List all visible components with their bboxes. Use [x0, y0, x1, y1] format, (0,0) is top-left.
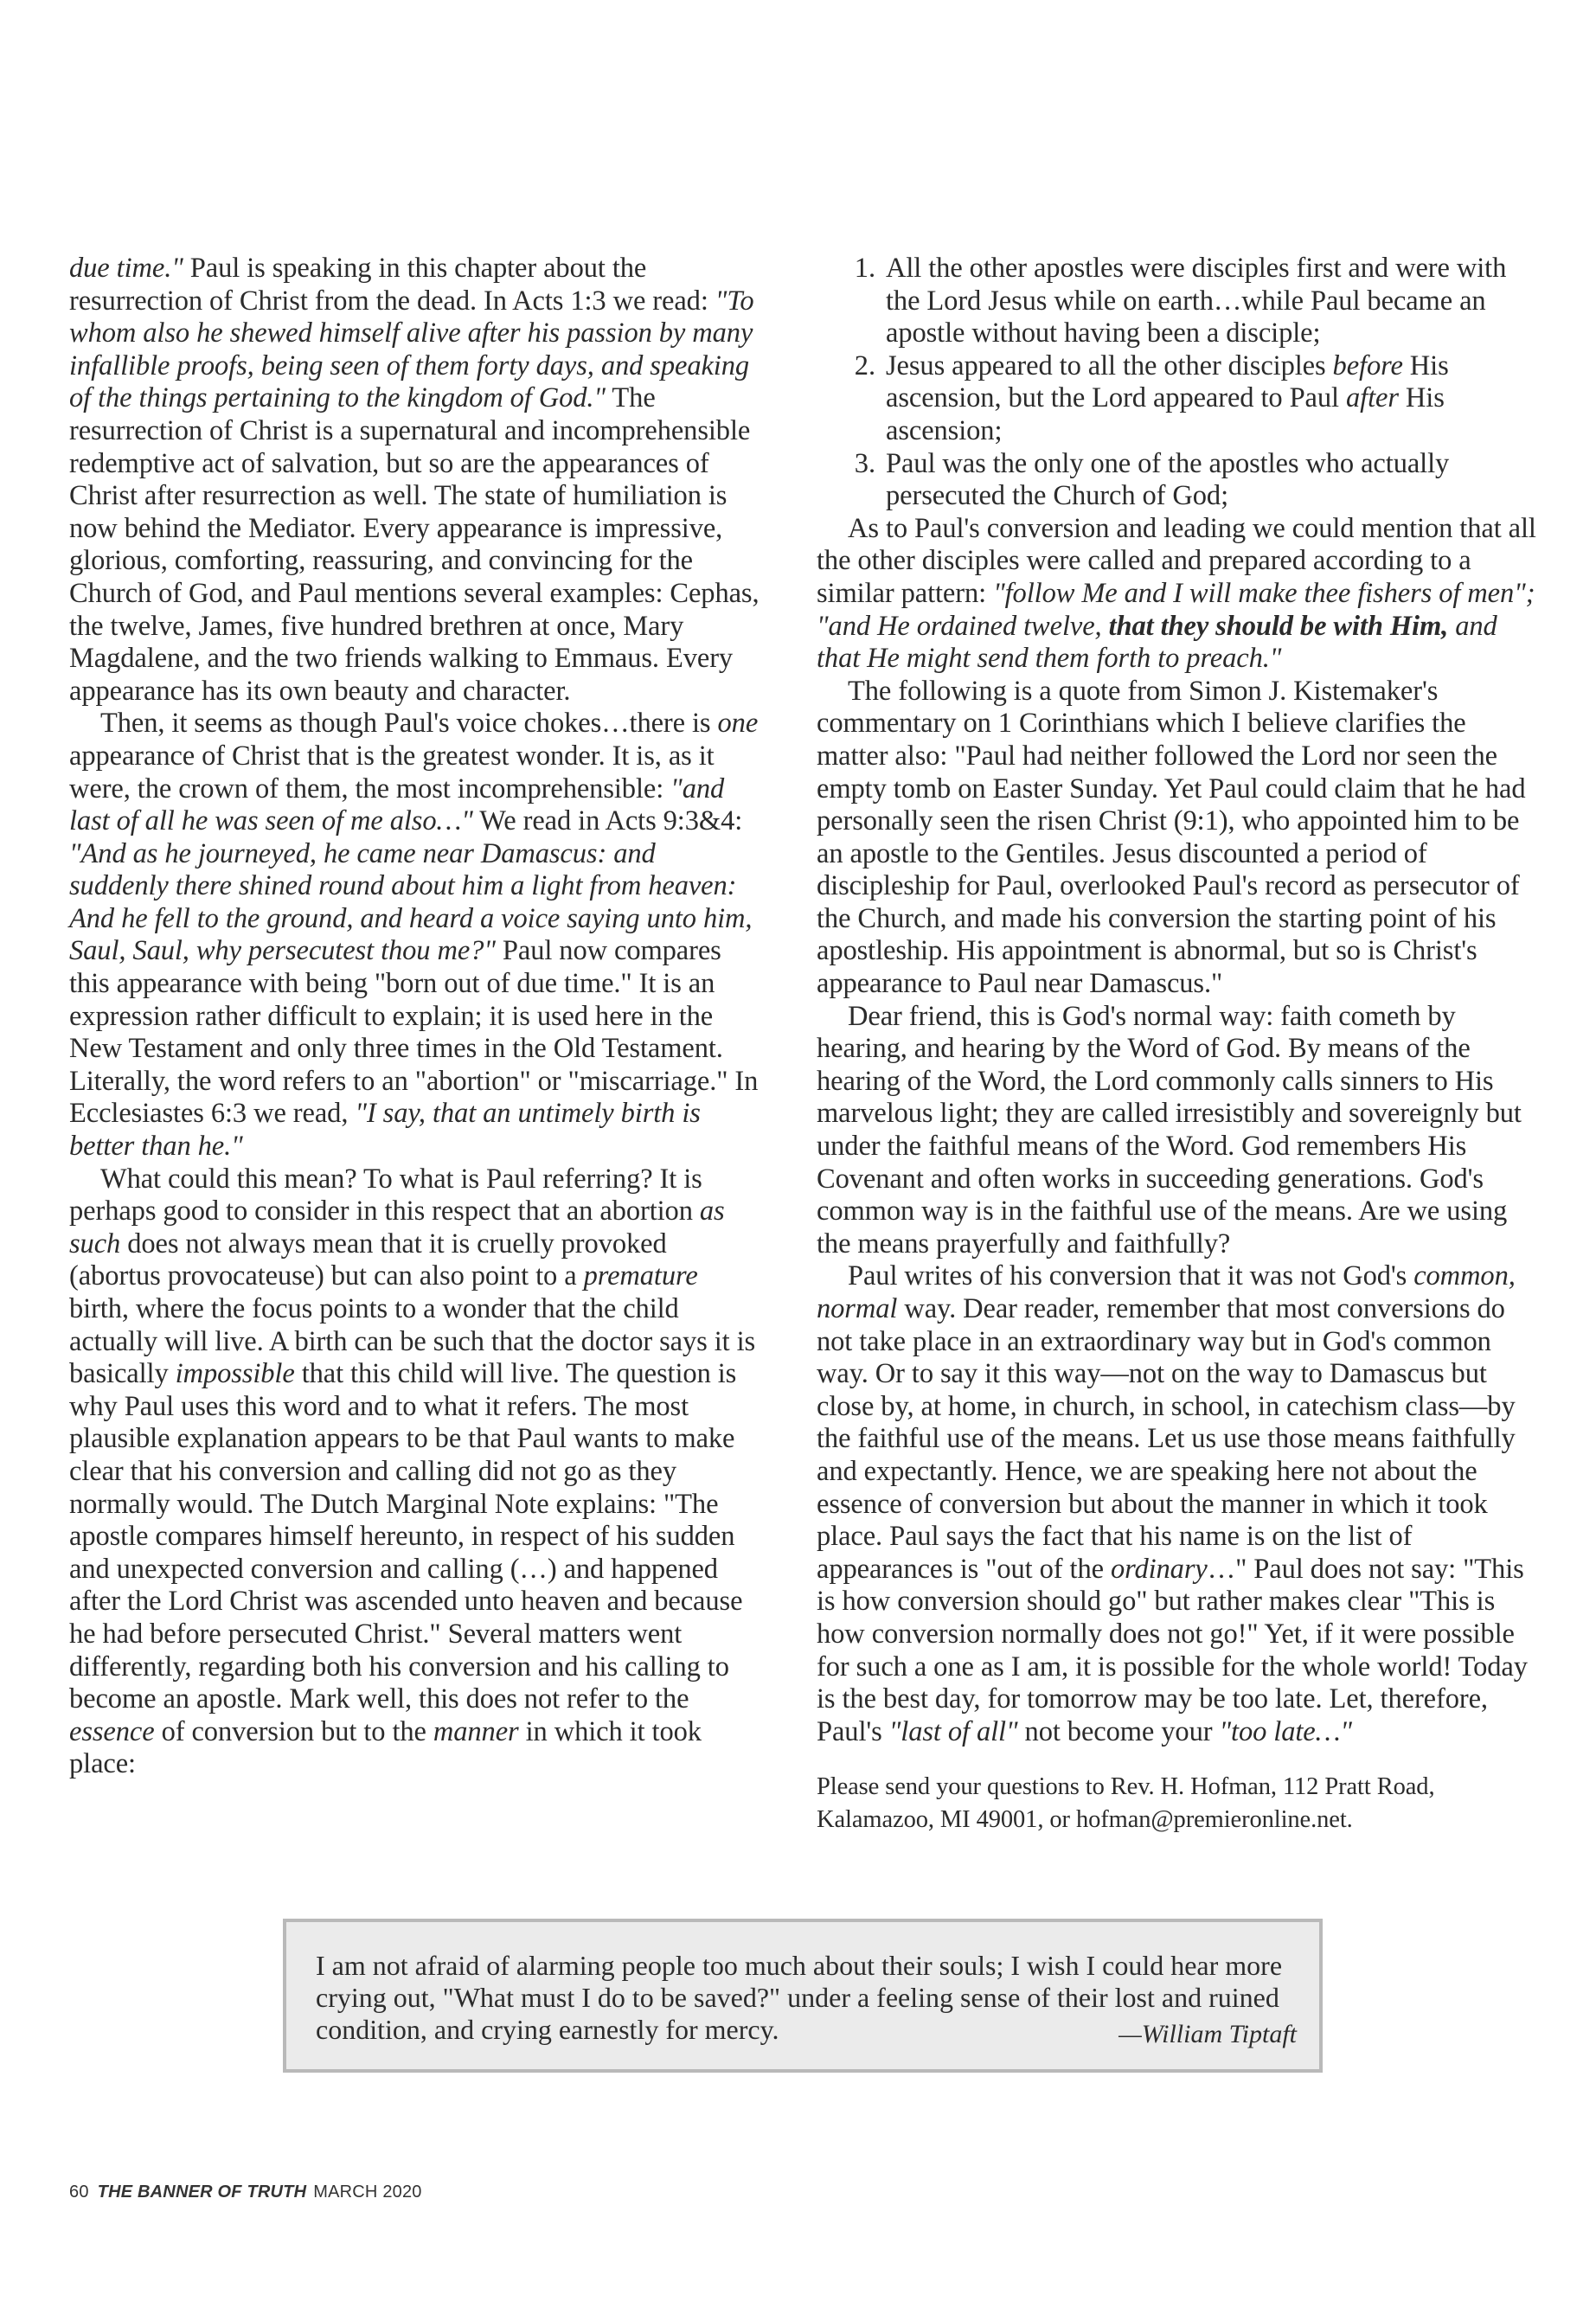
text-run: does not always mean that it is cruelly provoked (abortus provocateuse) but can also point to a	[69, 1227, 667, 1292]
text-run: one	[717, 708, 759, 740]
text-run: His ascension, but the Lord appeared to Paul	[886, 349, 1449, 414]
text-run: manner	[433, 1715, 519, 1747]
text-run: Paul writes of his conversion that it was not God's	[848, 1260, 1414, 1292]
left-paragraph	[69, 708, 761, 1163]
quote-attribution: —William Tiptaft	[1118, 2020, 1297, 2048]
contact-note: Please send your questions to Rev. H. Hofman, 112 Pratt Road, Kalamazoo, MI 49001, or hofman@premieronline.net.	[817, 1773, 1435, 1834]
page-footer	[69, 2182, 422, 2202]
text-run: that this child will live. The question is why Paul uses this word and to what it refers. The most plausible explanation appears to be that Paul wants to make clear that his conversion and calling did not go as they normally would. The Dutch Marginal Note explains: "The apostle compares himself hereunto, in respect of his sudden and unexpected conversion and calling (…) and happened after the Lord Christ was ascended unto heaven and because he had before persecuted Christ." Several matters went differently, regarding both his conversion and his calling to become an apostle. Mark well, this does not refer to the	[69, 1358, 743, 1715]
text-run: "too late…"	[1219, 1715, 1352, 1747]
right-paragraph	[817, 1260, 1540, 1748]
text-run: birth, where the focus points to a wonder that the child actually will live. A birth can be such that the doctor says it is basically	[69, 1293, 756, 1390]
text-run: "follow Me and I will make thee fishers of men"; "and He ordained twelve,	[817, 577, 1535, 642]
left-paragraph	[69, 1163, 761, 1781]
numbered-list	[817, 253, 1540, 513]
text-run: not become your	[1017, 1715, 1220, 1747]
list-item	[882, 350, 1540, 448]
quote-text: I am not afraid of alarming people too much about their souls; I wish I could hear more crying out, "What must I do to be saved?" under a feeling sense of their lost and ruined condition, and crying earnestly for mercy.	[316, 1950, 1283, 2045]
right-paragraph	[817, 676, 1540, 1001]
text-run: "and last of all he was seen of me also…"	[69, 772, 725, 837]
text-run: Paul now compares this appearance with being "born out of due time." It is an expression rather difficult to explain; it is used here in the New Testament and only three times in the Old Testament. Literally, the word refers to an "abortion" or "miscarriage." In Ecclesiastes 6:3 we read,	[69, 935, 759, 1130]
text-run: "last of all"	[888, 1715, 1018, 1747]
text-run: appearance of Christ that is the greatest wonder. It is, as it were, the crown of them, the most incomprehensible:	[69, 740, 715, 804]
issue-date: MARCH 2020	[313, 2182, 422, 2202]
left-paragraph	[69, 253, 761, 708]
right-paragraph	[817, 1001, 1540, 1261]
text-run: due time."	[69, 253, 183, 284]
text-run: that they should be with Him,	[1108, 610, 1449, 642]
page-number: 60	[69, 2182, 89, 2202]
text-run: Then, it seems as though Paul's voice chokes…there is	[100, 708, 718, 740]
text-run: Paul was the only one of the apostles who actually persecuted the Church of God;	[886, 447, 1450, 512]
text-run: before	[1332, 349, 1403, 381]
text-run: The resurrection of Christ is a supernatural and incomprehensible redemptive act of salvation, but so are the appearances of Christ after resurrection as well. The state of humiliation is now behind the Mediator. Every appearance is impressive, glorious, comforting, reassuring, and convincing for the Church of God, and Paul mentions several examples: Cephas, the twelve, James, five hundred brethren at once, Mary Magdalene, and the two friends walking to Emmaus. Every appearance has its own beauty and character.	[69, 382, 760, 707]
text-run: "I say, that an untimely birth is better than he."	[69, 1098, 701, 1163]
text-run: …" Paul does not say: "This is how conversion should go" but rather makes clear "This is how conversion normally does not go!" Yet, if it were possible for such a one as I am, it is possible for the whole world! Today is the best day, for tomorrow may be too late. Let, therefore, Paul's	[817, 1553, 1528, 1747]
text-run: His ascension;	[886, 382, 1445, 446]
text-run: Paul is speaking in this chapter about the resurrection of Christ from the dead. In Acts 1:3 we read:	[69, 253, 715, 317]
text-run: way. Dear reader, remember that most conversions do not take place in an extraordinary way but in God's common way. Or to say it this way—not on the way to Damascus but close by, at home, in church, in school, in catechism class—by the faithful use of the means. Let us use those means faithfully and expectantly. Hence, we are speaking here not about the essence of conversion but about the manner in which it took place. Paul says the fact that his name is on the list of appearances is "out of the	[817, 1293, 1516, 1585]
text-run: after	[1346, 382, 1399, 414]
text-run: We read in Acts 9:3&4:	[472, 805, 743, 837]
right-column	[817, 253, 1540, 1836]
pull-quote-box	[283, 1919, 1323, 2073]
text-run: What could this mean? To what is Paul referring? It is perhaps good to consider in this respect that an abortion	[69, 1163, 702, 1227]
text-run: of conversion but to the	[154, 1715, 433, 1747]
text-run: impossible	[175, 1358, 295, 1390]
text-run: premature	[583, 1260, 698, 1292]
text-run: Jesus appeared to all the other disciples	[886, 349, 1333, 381]
text-run: Dear friend, this is God's normal way: faith cometh by hearing, and hearing by the Word of God. By means of the hearing of the Word, the Lord commonly calls sinners to His marvelous light; they are called irresistibly and sovereignly but under the faithful means of the Word. God remembers His Covenant and often works in succeeding generations. God's common way is in the faithful use of the means. Are we using the means prayerfully and faithfully?	[817, 1000, 1522, 1259]
text-run: As to Paul's conversion and leading we could mention that all the other disciples were called and prepared according to a similar pattern:	[817, 512, 1536, 609]
text-run: The following is a quote from Simon J. Kistemaker's commentary on 1 Corinthians which I believe clarifies the matter also: "Paul had neither followed the Lord nor seen the empty tomb on Easter Sunday. Yet Paul could claim that he had personally seen the risen Christ (9:1), who appointed him to be an apostle to the Gentiles. Jesus discounted a period of discipleship for Paul, overlooked Paul's record as persecutor of the Church, and made his conversion the starting point of his apostleship. His appointment is abnormal, but so is Christ's appearance to Paul near Damascus."	[817, 675, 1526, 1000]
list-item	[882, 253, 1540, 350]
list-item	[882, 448, 1540, 513]
text-run: common, normal	[817, 1260, 1516, 1324]
text-run: "To whom also he shewed himself alive after his passion by many infallible proofs, being seen of them forty days, and speaking of the things pertaining to the kingdom of God."	[69, 285, 754, 414]
magazine-title: THE BANNER OF TRUTH	[97, 2182, 307, 2202]
text-run: in which it took place:	[69, 1715, 702, 1780]
text-run: and that He might send them forth to preach."	[817, 610, 1497, 675]
right-paragraph	[817, 513, 1540, 676]
text-run: as such	[69, 1195, 725, 1259]
left-column	[69, 253, 761, 1781]
text-run: All the other apostles were disciples first and were with the Lord Jesus while on earth…while Paul became an apostle without having been a disciple;	[886, 253, 1507, 349]
text-run: ordinary	[1110, 1553, 1208, 1585]
text-run: "And as he journeyed, he came near Damascus: and suddenly there shined round about him a light from heaven: And he fell to the ground, and heard a voice saying unto him, Saul, Saul, why persecutest thou me?"	[69, 837, 753, 967]
text-run: essence	[69, 1715, 155, 1747]
